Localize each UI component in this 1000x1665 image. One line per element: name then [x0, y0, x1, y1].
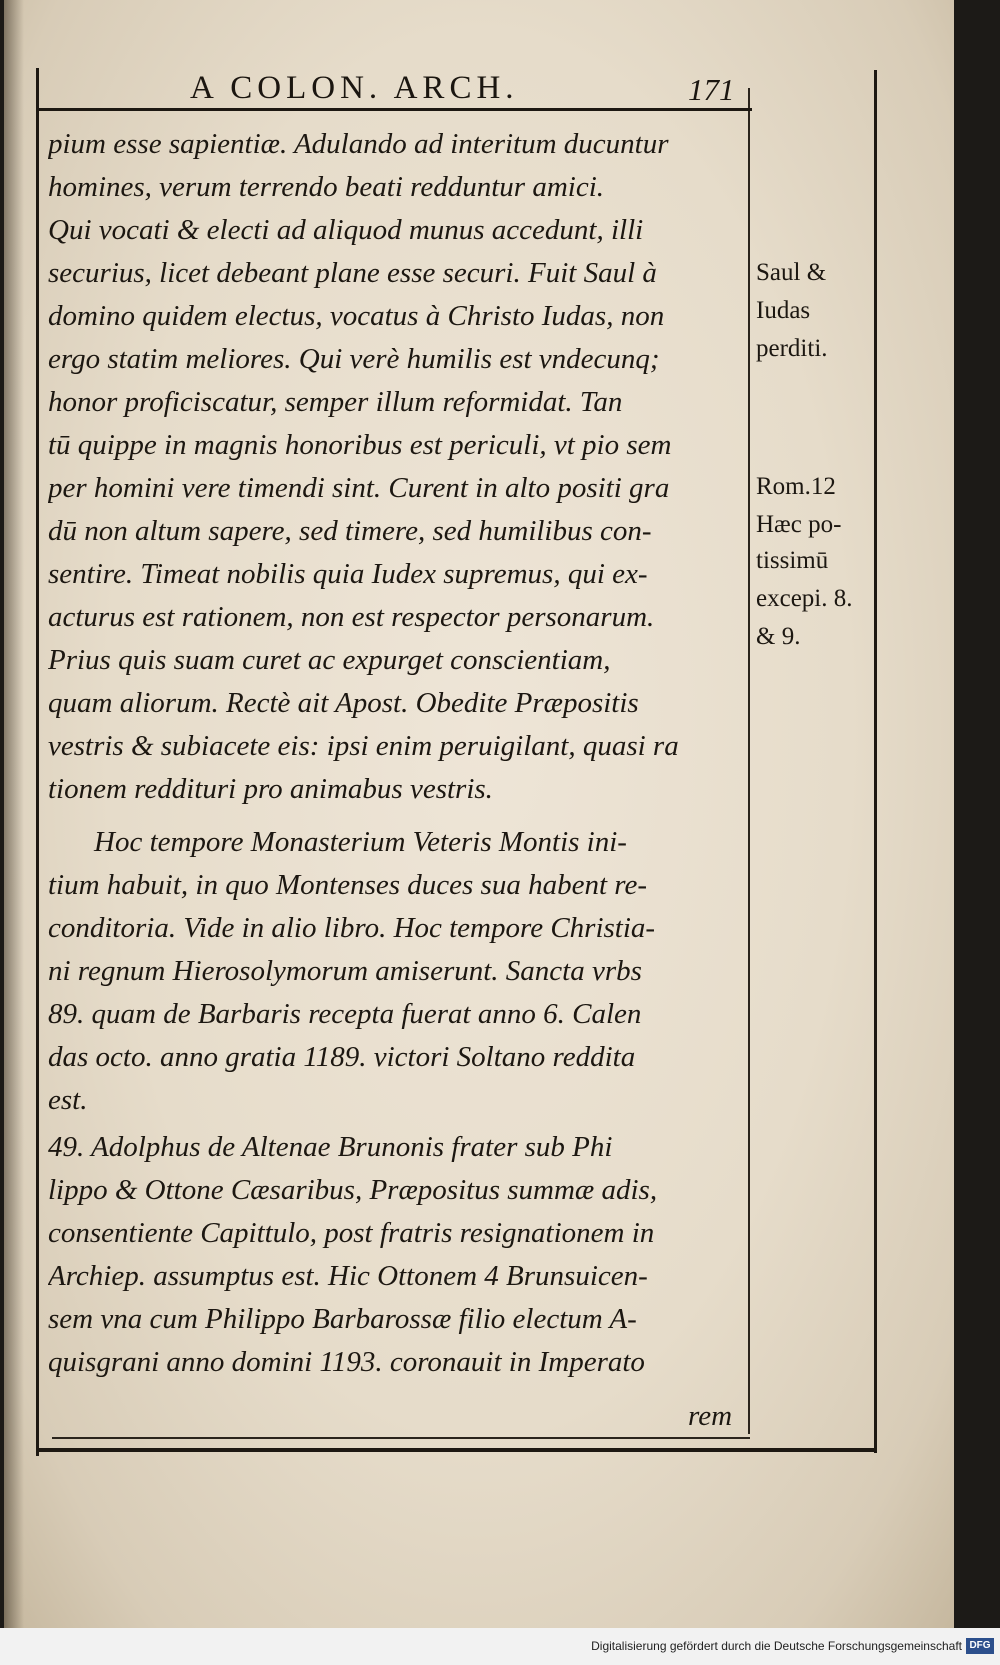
footer-inner-rule: [52, 1437, 750, 1439]
margin-note: & 9.: [756, 623, 801, 650]
margin-note: Iudas: [756, 297, 811, 324]
text-line: quam aliorum. Rectè ait Apost. Obedite Præpositis: [48, 687, 639, 719]
catchword: rem: [688, 1400, 733, 1432]
text-line: per homini vere timendi sint. Curent in alto positi gra: [48, 472, 670, 504]
funding-credit: Digitalisierung gefördert durch die Deutsche Forschungsgemeinschaft: [591, 1639, 962, 1653]
digitization-footer: [0, 1628, 1000, 1665]
text-line: tionem reddituri pro animabus vestris.: [48, 773, 493, 805]
header-rule: [36, 108, 752, 111]
text-column-rule: [748, 88, 750, 1434]
text-line: pium esse sapientiæ. Adulando ad interitum ducuntur: [48, 128, 669, 160]
text-line: Qui vocati & electi ad aliquod munus accedunt, illi: [48, 214, 644, 246]
text-line: homines, verum terrendo beati redduntur amici.: [48, 171, 605, 203]
text-line: conditoria. Vide in alio libro. Hoc tempore Christia-: [48, 912, 656, 944]
text-line: ni regnum Hierosolymorum amiserunt. Sancta vrbs: [48, 955, 642, 987]
text-line: lippo & Ottone Cæsaribus, Præpositus summæ adis,: [48, 1174, 658, 1206]
spine-shadow: [4, 0, 24, 1628]
text-line: ergo statim meliores. Qui verè humilis est vndecunq;: [48, 343, 660, 375]
text-line: Prius quis suam curet ac expurget conscientiam,: [48, 644, 611, 676]
text-line: tium habuit, in quo Montenses duces sua habent re-: [48, 869, 647, 901]
footer-rule: [36, 1448, 876, 1452]
text-line: 89. quam de Barbaris recepta fuerat anno 6. Calen: [48, 998, 642, 1030]
text-line: sentire. Timeat nobilis quia Iudex supremus, qui ex-: [48, 558, 648, 590]
margin-note: Saul &: [756, 259, 827, 286]
text-line: tū quippe in magnis honoribus est periculi, vt pio sem: [48, 429, 672, 461]
text-line: quisgrani anno domini 1193. coronauit in Imperato: [48, 1346, 645, 1378]
text-line: das octo. anno gratia 1189. victori Soltano reddita: [48, 1041, 636, 1073]
page-number: 171: [688, 72, 735, 107]
text-line: est.: [48, 1084, 88, 1116]
text-line: Hoc tempore Monasterium Veteris Montis ini-: [94, 826, 627, 858]
margin-note: Rom.12: [756, 473, 836, 500]
text-line: honor proficiscatur, semper illum reformidat. Tan: [48, 386, 623, 418]
frame-left-rule: [36, 68, 39, 1456]
text-line: vestris & subiacete eis: ipsi enim peruigilant, quasi ra: [48, 730, 679, 762]
text-line: sem vna cum Philippo Barbarossæ filio electum A-: [48, 1303, 637, 1335]
text-line: Archiep. assumptus est. Hic Ottonem 4 Brunsuicen-: [48, 1260, 648, 1292]
margin-note: perditi.: [756, 335, 828, 362]
text-line: acturus est rationem, non est respector personarum.: [48, 601, 655, 633]
margin-note: excepi. 8.: [756, 585, 853, 612]
margin-note: Hæc po-: [756, 511, 842, 538]
text-line: domino quidem electus, vocatus à Christo Iudas, non: [48, 300, 665, 332]
text-line: dū non altum sapere, sed timere, sed humilibus con-: [48, 515, 652, 547]
running-head: A COLON. ARCH.: [190, 70, 519, 106]
text-line: securius, licet debeant plane esse securi. Fuit Saul à: [48, 257, 657, 289]
dfg-logo: DFG: [966, 1638, 994, 1654]
text-line: 49. Adolphus de Altenae Brunonis frater sub Phi: [48, 1131, 613, 1163]
text-line: consentiente Capittulo, post fratris resignationem in: [48, 1217, 655, 1249]
margin-note: tissimū: [756, 547, 829, 574]
